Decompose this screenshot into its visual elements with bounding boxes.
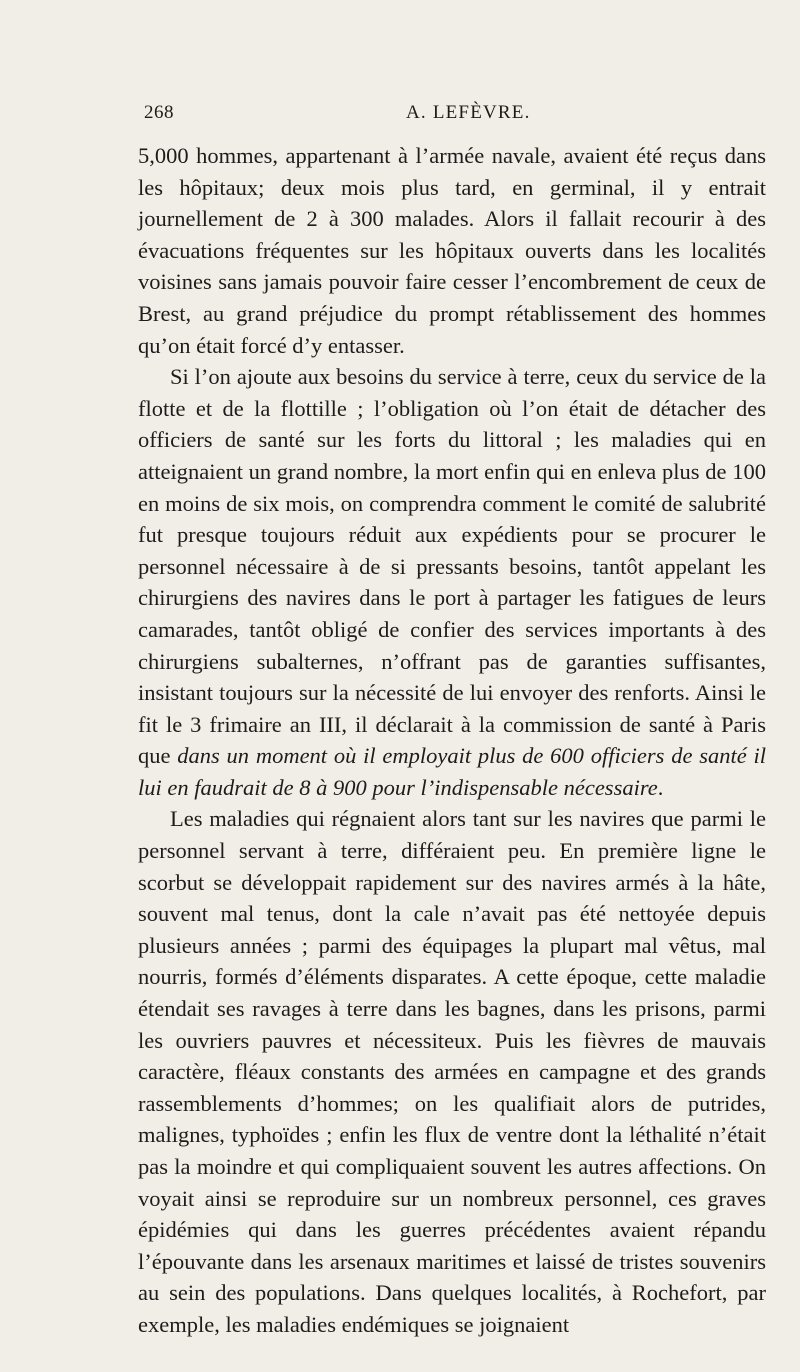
paragraph-1: 5,000 hommes, appartenant à l’armée navale, avaient été reçus dans les hôpitaux; deux mois plus tard, en germinal, il y entrait journellement de 2 à 300 malades. Alors il fallait recourir à des évacuations fréquentes sur les hôpitaux ouverts dans les localités voisines sans jamais pouvoir faire cesser l’encombrement de ceux de Brest, au grand préjudice du prompt rétablissement des hommes qu’on était forcé d’y entasser. — [138, 143, 766, 358]
running-title: A. LEFÈVRE. — [406, 102, 531, 123]
paragraph-2 — [138, 361, 766, 803]
body-text — [138, 140, 766, 1341]
page-number: 268 — [144, 102, 174, 123]
paragraph-2-text: Si l’on ajoute aux besoins du service à terre, ceux du service de la flotte et de la flottille ; l’obligation où l’on était de détacher des officiers de santé sur les forts du littoral ; les maladies qui en atteignaient un grand nombre, la mort enfin qui en enleva plus de 100 en moins de six mois, on comprendra comment le comité de salubrité fut presque toujours réduit aux expédients pour se procurer le personnel nécessaire à de si pressants besoins, tantôt appelant les chirurgiens des navires dans le port à partager les fatigues de leurs camarades, tantôt obligé de confier des services importants à des chirurgiens subalternes, n’offrant pas de garanties suffisantes, insistant toujours sur la nécessité de lui envoyer des renforts. Ainsi le fit le 3 frimaire an III, il déclarait à la commission de santé à Paris que — [138, 364, 766, 769]
paragraph-2-end: . — [657, 774, 664, 800]
page-header — [138, 100, 766, 130]
paragraph-3: Les maladies qui régnaient alors tant sur les navires que parmi le personnel servant à terre, différaient peu. En première ligne le scorbut se développait rapidement sur des navires armés à la hâte, souvent mal tenus, dont la cale n’avait pas été nettoyée depuis plusieurs années ; parmi des équipages la plupart mal vêtus, mal nourris, formés d’éléments disparates. A cette époque, cette maladie étendait ses ravages à terre dans les bagnes, dans les prisons, parmi les ouvriers pauvres et nécessiteux. Puis les fièvres de mauvais caractère, fléaux constants des armées en campagne et des grands rassemblements d’hommes; on les qualifiait alors de putrides, malignes, typhoïdes ; enfin les flux de ventre dont la léthalité n’était pas la moindre et qui compliquaient souvent les autres affections. On voyait ainsi se reproduire sur un nombreux personnel, ces graves épidémies qui dans les guerres précédentes avaient répandu l’épouvante dans les arsenaux maritimes et laissé de tristes souvenirs au sein des populations. Dans quelques localités, à Rochefort, par exemple, les maladies endémiques se joignaient — [138, 806, 766, 1337]
paragraph-2-quotation: dans un moment où il employait plus de 600 officiers de santé il lui en faudrait de 8 à 900 pour l’indispensable nécessaire — [138, 743, 766, 800]
